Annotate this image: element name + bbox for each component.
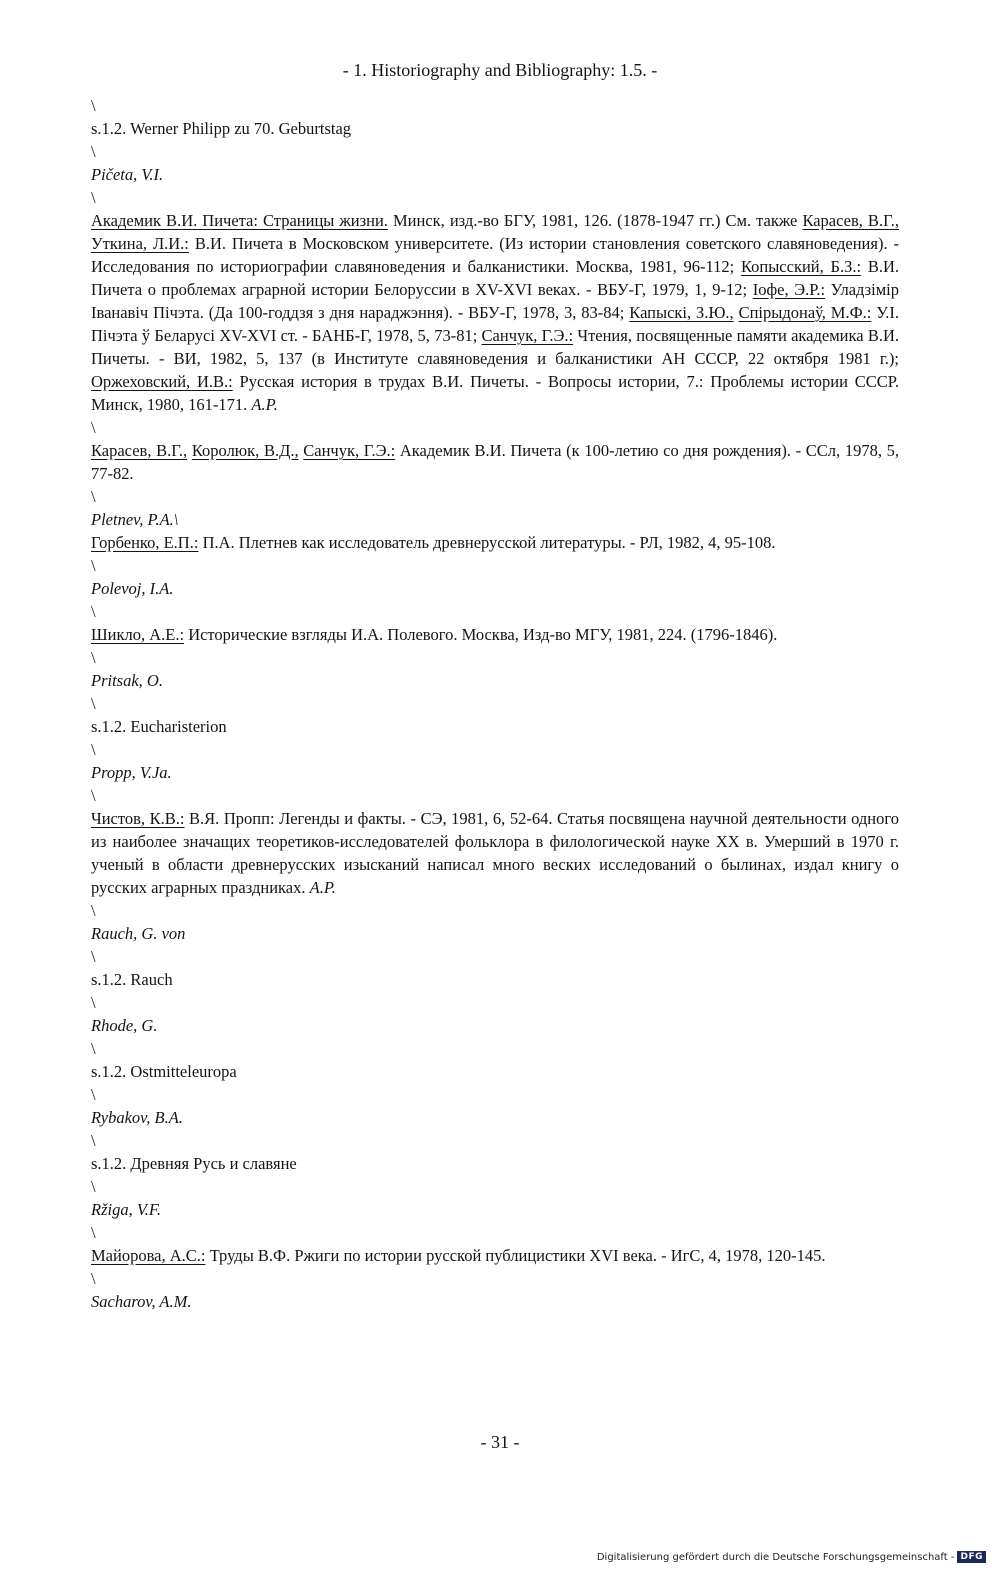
bibliography-entry — [91, 1244, 899, 1267]
subject-name: Ržiga, V.F. — [91, 1200, 161, 1219]
reviewer-initials: A.P. — [251, 395, 278, 414]
bibliography-entry — [91, 209, 899, 416]
separator-backslash: \ — [91, 96, 96, 115]
separator-backslash: \ — [91, 1131, 96, 1150]
see-reference: s.1.2. Werner Philipp zu 70. Geburtstag — [91, 119, 352, 138]
reviewer-initials: A.P. — [309, 878, 336, 897]
subject-name: Rhode, G. — [91, 1016, 158, 1035]
footer-text: Digitalisierung gefördert durch die Deutsche Forschungsgemeinschaft - — [596, 1551, 955, 1563]
separator-backslash: \ — [91, 993, 96, 1012]
separator-backslash: \ — [91, 786, 96, 805]
author-name: Карасев, В.Г., — [802, 211, 899, 230]
bibliography-content — [91, 94, 899, 1313]
entry-text: В.И. Пичета о проблемах аграрной истории Белоруссии в XV-XVI веках. - ВБУ-Г, 1979, 1, 9-12; — [91, 257, 899, 299]
subject-name: Polevoj, I.A. — [91, 579, 174, 598]
author-name: Санчук, Г.Э.: — [481, 326, 574, 345]
subject-name: Sacharov, A.M. — [91, 1292, 192, 1311]
separator-backslash: \ — [91, 1269, 96, 1288]
bibliography-entry — [91, 531, 899, 554]
separator-backslash: \ — [91, 1085, 96, 1104]
separator-backslash: \ — [91, 901, 96, 920]
entry-text: Чтения, посвященные памяти академика В.И. Пичеты. - ВИ, 1982, 5, 137 (в Институте славяноведения и балканистики АН СССР, 22 октября 1981 г.); — [91, 326, 899, 368]
author-name: Карасев, В.Г., — [91, 441, 188, 460]
separator-backslash: \ — [91, 694, 96, 713]
separator-backslash: \ — [91, 487, 96, 506]
author-name: Шикло, А.Е.: — [91, 625, 185, 644]
entry-text: Русская история в трудах В.И. Пичеты. - Вопросы истории, 7.: Проблемы истории СССР. Минск, 1980, 161-171. — [91, 372, 899, 414]
author-name: Майорова, А.С.: — [91, 1246, 206, 1265]
entry-text: П.А. Плетнев как исследователь древнерусской литературы. - РЛ, 1982, 4, 95-108. — [198, 533, 776, 552]
see-reference: s.1.2. Rauch — [91, 970, 173, 989]
separator-backslash: \ — [91, 740, 96, 759]
author-name: Санчук, Г.Э.: — [303, 441, 396, 460]
subject-name: Pritsak, O. — [91, 671, 163, 690]
separator-backslash: \ — [91, 418, 96, 437]
page-header: - 1. Historiography and Bibliography: 1.5. - — [342, 60, 658, 80]
separator-backslash: \ — [91, 188, 96, 207]
author-name: Чистов, К.В.: — [91, 809, 185, 828]
subject-name: Pletnev, P.A.\ — [91, 510, 179, 529]
separator-backslash: \ — [91, 947, 96, 966]
author-name: Оржеховский, И.В.: — [91, 372, 233, 391]
bibliography-entry — [91, 807, 899, 899]
page-number: - 31 - — [480, 1432, 520, 1452]
see-reference: s.1.2. Eucharisterion — [91, 717, 227, 736]
see-reference: s.1.2. Ostmitteleuropa — [91, 1062, 237, 1081]
entry-text: Минск, изд.-во БГУ, 1981, 126. (1878-1947 гг.) См. также — [387, 211, 803, 230]
entry-text: Уладзімір Іванавіч Пічэта. (Да 100-годдзя з дня нараджэння). - ВБУ-Г, 1978, 3, 83-84; — [91, 280, 900, 322]
author-name: Королюк, В.Д., — [191, 441, 299, 460]
entry-text: У.І. Пічэта ў Беларусі XV-XVI ст. - БАНБ-Г, 1978, 5, 73-81; — [91, 303, 899, 345]
separator-backslash: \ — [91, 556, 96, 575]
author-name: Iофе, Э.Р.: — [752, 280, 826, 299]
separator-backslash: \ — [91, 1177, 96, 1196]
separator-backslash: \ — [91, 1039, 96, 1058]
entry-text: Исторические взгляды И.А. Полевого. Москва, Изд-во МГУ, 1981, 224. (1796-1846). — [184, 625, 778, 644]
separator-backslash: \ — [91, 602, 96, 621]
separator-backslash: \ — [91, 142, 96, 161]
author-name: Уткина, Л.И.: — [91, 234, 189, 253]
entry-text: В.И. Пичета в Московском университете. (Из истории становления советского славяноведения). - Исследования по историографии славяноведения и балканистики. Москва, 1981, 96-112; — [91, 234, 899, 276]
author-name: Капыскі, З.Ю., — [629, 303, 734, 322]
author-name: Копысский, Б.З.: — [740, 257, 862, 276]
author-name: Академик В.И. Пичета: Страницы жизни. — [91, 211, 388, 230]
entry-text: Труды В.Ф. Ржиги по истории русской публицистики XVI века. - ИгС, 4, 1978, 120-145. — [205, 1246, 826, 1265]
subject-name: Propp, V.Ja. — [91, 763, 172, 782]
subject-name: Pičeta, V.I. — [91, 165, 164, 184]
entry-text: В.Я. Пропп: Легенды и факты. - СЭ, 1981, 6, 52-64. Статья посвящена научной деятельности одного из наиболее значащих теоретиков-исследователей фольклора в филологической науке XX в. Умерший в 1970 г. ученый в области древнерусских изысканий написал много веских исследований о былинах, издал книгу о русских аграрных праздниках. — [91, 809, 899, 897]
bibliography-entry — [91, 439, 899, 485]
author-name: Горбенко, Е.П.: — [91, 533, 199, 552]
digitization-footer — [597, 1551, 986, 1563]
see-reference: s.1.2. Древняя Русь и славяне — [91, 1154, 297, 1173]
separator-backslash: \ — [91, 1223, 96, 1242]
dfg-logo: DFG — [957, 1551, 986, 1563]
subject-name: Rybakov, B.A. — [91, 1108, 183, 1127]
subject-name: Rauch, G. von — [91, 924, 186, 943]
entry-text: Академик В.И. Пичета (к 100-летию со дня рождения). - ССл, 1978, 5, 77-82. — [91, 441, 900, 483]
bibliography-entry — [91, 623, 899, 646]
separator-backslash: \ — [91, 648, 96, 667]
author-name: Спірыдонаў, М.Ф.: — [738, 303, 872, 322]
